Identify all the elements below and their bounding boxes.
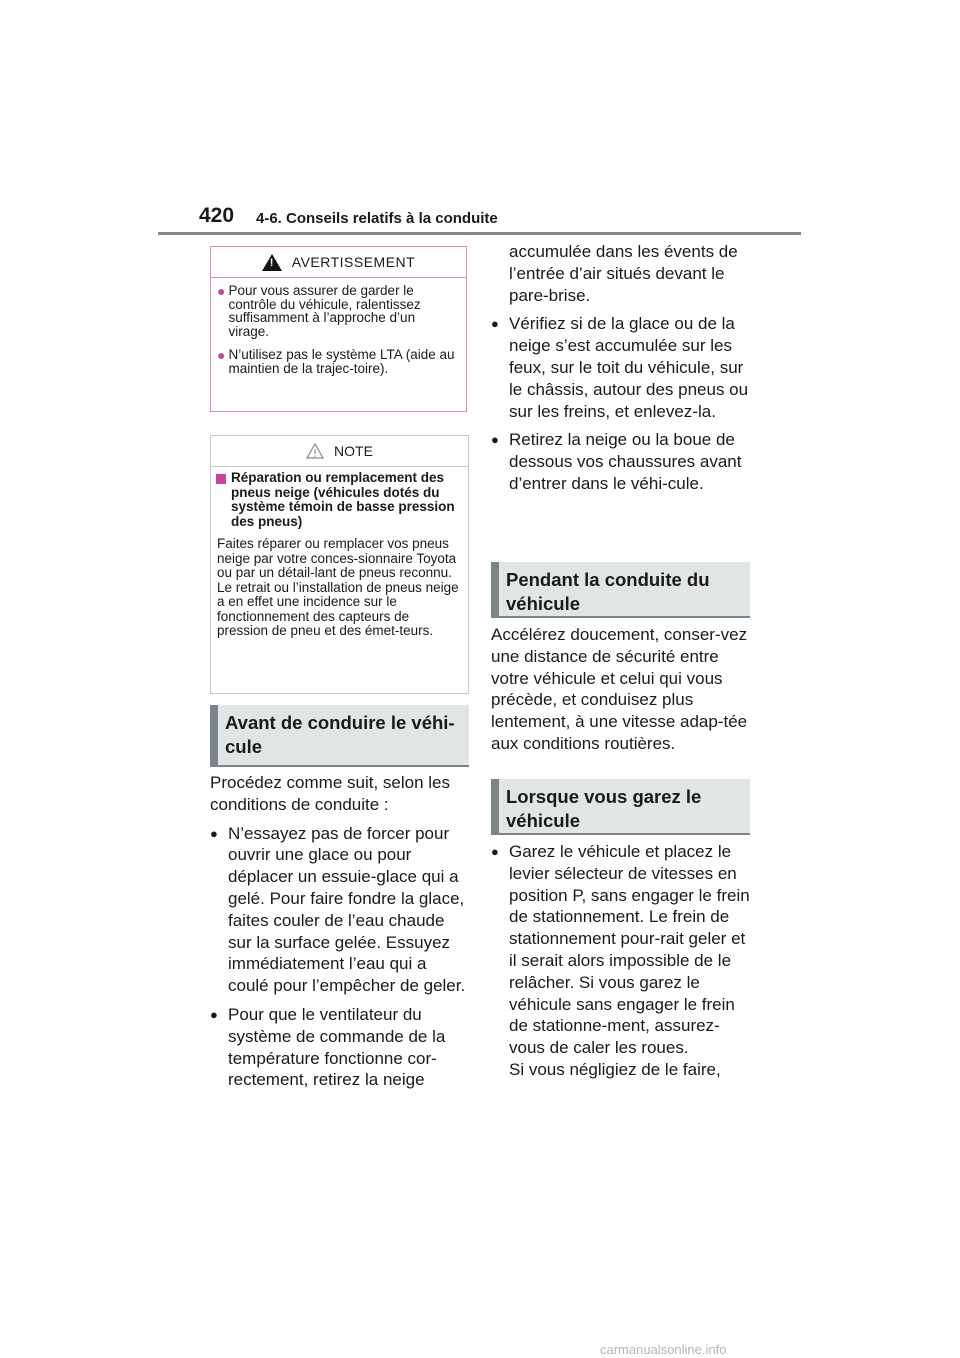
bullet-item: ● Retirez la neige ou la boue de dessous vos chaussures avant d’entrer dans le véhi-cule.	[491, 430, 742, 493]
bullet-item: ● Vérifiez si de la glace ou de la neige s’est accumulée sur les feux, sur le toit du véhicule, sur le châssis, autour des pneus ou sur les freins, et enlevez-la.	[491, 314, 749, 421]
heading-parking: Lorsque vous garez le véhicule	[491, 779, 750, 835]
watermark[interactable]: carmanualsonline.info	[600, 1342, 727, 1357]
heading-before-driving: Avant de conduire le véhi-cule	[210, 705, 469, 767]
page-number: 420	[199, 204, 235, 227]
note-paragraph: Le retrait ou l’installation de pneus neige a en effet une incidence sur le fonctionnement des capteurs de pression de pneu et des émet-teurs.	[217, 579, 459, 638]
bullet-dot-icon: ●	[491, 316, 499, 332]
bullet-continuation: accumulée dans les évents de l’entrée d’air situés devant le pare-brise.	[509, 242, 738, 305]
bullet-dot-icon: ●	[217, 283, 226, 299]
note-label: NOTE	[334, 443, 373, 459]
parking-body	[491, 841, 751, 1081]
warning-triangle-icon	[262, 254, 282, 271]
bullet-dot-icon: ●	[491, 844, 499, 859]
intro-text: Procédez comme suit, selon les conditions de conduite :	[210, 773, 450, 814]
note-triangle-icon	[306, 443, 324, 459]
bullet-item: ● N’essayez pas de forcer pour ouvrir une glace ou pour déplacer un essuie-glace qui a gelé. Pour faire fondre la glace, faites couler de l’eau chaude sur la surface gelée. Essuyez immédiatement l’eau qui a coulé pour l’empêcher de geler.	[210, 823, 466, 996]
header-rule	[158, 232, 801, 235]
bullet-dot-icon: ●	[210, 1006, 218, 1022]
bullet-item: ● Pour que le ventilateur du système de commande de la température fonctionne cor-rectement, retirez la neige	[210, 1004, 446, 1090]
note-box	[210, 435, 469, 694]
heading-while-driving: Pendant la conduite du véhicule	[491, 562, 750, 618]
page-header	[199, 204, 801, 234]
bullet-item: ● Garez le véhicule et placez le levier sélecteur de vitesses en position P, sans engager le frein de stationnement. Le frein de stationnement pour-rait geler et il serait alors impossible de le relâcher. Si vous garez le véhicule sans engager le frein de stationne-ment, assurez-vous de caler les roues. Si vous négligiez de le faire,	[491, 842, 750, 1079]
warning-label: AVERTISSEMENT	[291, 254, 416, 270]
bullet-dot-icon: ●	[217, 347, 226, 363]
square-bullet-icon	[216, 474, 226, 484]
bullet-dot-icon: ●	[210, 825, 218, 841]
note-paragraph: Faites réparer ou remplacer vos pneus neige par votre conces-sionnaire Toyota ou par un détail-lant de pneus reconnu.	[217, 536, 457, 580]
section-title: 4-6. Conseils relatifs à la conduite	[256, 210, 498, 227]
while-driving-text: Accélérez doucement, conser-vez une distance de sécurité entre votre véhicule et celui qui vous précède, et conduisez plus lentement, à une vitesse adap-tée aux conditions routières.	[491, 625, 748, 753]
note-title: Réparation ou remplacement des pneus neige (véhicules dotés du système témoin de basse pression des pneus)	[211, 467, 468, 529]
left-column-body	[210, 772, 469, 1091]
warning-header	[211, 247, 466, 278]
warning-item: ● N’utilisez pas le système LTA (aide au maintien de la trajec-toire).	[217, 347, 455, 376]
bullet-dot-icon: ●	[491, 432, 499, 448]
note-header	[211, 436, 468, 467]
warning-box	[210, 246, 467, 412]
warning-item: ● Pour vous assurer de garder le contrôle du véhicule, ralentissez suffisamment à l’approche d’un virage.	[217, 283, 421, 339]
right-column-top	[491, 241, 751, 495]
